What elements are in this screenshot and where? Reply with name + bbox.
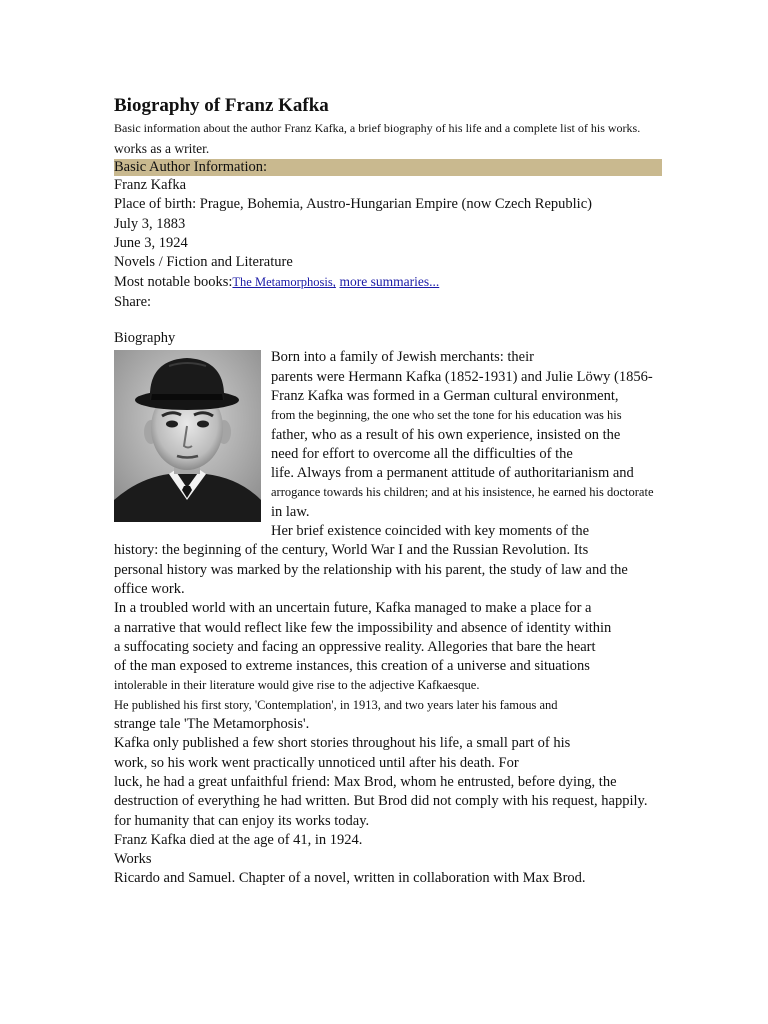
bio-line: in law. [271,503,310,520]
works-heading: Works [114,851,152,868]
bio-line: for humanity that can enjoy its works today. [114,812,370,829]
spacer [114,312,662,329]
bio-line: arrogance towards his children; and at his insistence, he earned his doctorate [271,485,654,500]
bio-line: a narrative that would reflect like few the impossibility and absence of identity within [114,619,612,636]
bio-line: a suffocating society and facing an oppressive reality. Allegories that bare the heart [114,638,596,655]
franz-kafka-portrait [114,350,261,522]
bio-line: In a troubled world with an uncertain future, Kafka managed to make a place for a [114,600,592,617]
basic-info-header: Basic Author Information: [114,159,662,176]
intro-text: Basic information about the author Franz Kafka, a brief biography of his life and a complete list of his works. [114,121,641,135]
bio-line: Born into a family of Jewish merchants: their [271,349,534,366]
biography-heading: Biography [114,330,176,347]
bio-line: personal history was marked by the relationship with his parent, the study of law and the [114,561,628,578]
bio-line: Kafka only published a few short stories throughout his life, a small part of his [114,735,571,752]
bio-line: Franz Kafka was formed in a German cultural environment, [271,387,619,404]
bio-line: Her brief existence coincided with key moments of the [271,523,590,540]
bio-line: He published his first story, 'Contemplation', in 1913, and two years later his famous and [114,697,558,712]
document-page [114,94,662,889]
notable-book-link[interactable] [232,275,335,289]
notable-book-prefix: The [232,275,255,290]
biography-section [114,348,662,888]
notable-books [114,272,662,292]
bio-line: father, who as a result of his own experience, insisted on the [271,426,621,443]
bio-line: Franz Kafka died at the age of 41, in 1924. [114,831,363,848]
bio-line: parents were Hermann Kafka (1852-1931) and Julie Löwy (1856- [271,368,653,385]
birth-date: July 3, 1883 [114,215,186,232]
death-date: June 3, 1924 [114,234,188,251]
bio-line: history: the beginning of the century, World War I and the Russian Revolution. Its [114,542,589,559]
place-of-birth: Place of birth: Prague, Bohemia, Austro-Hungarian Empire (now Czech Republic) [114,196,592,213]
notable-books-label: Most notable books: [114,274,233,291]
bio-line: destruction of everything he had written. But Brod did not comply with his request, happily. [114,793,648,810]
bio-line: intolerable in their literature would give rise to the adjective Kafkaesque. [114,678,480,693]
page-title: Biography of Franz Kafka [114,95,329,116]
notable-book-title: Metamorphosis, [254,275,336,290]
bio-line: luck, he had a great unfaithful friend: Max Brod, whom he entrusted, before dying, the [114,773,617,790]
bio-line: strange tale 'The Metamorphosis'. [114,716,310,733]
genres: Novels / Fiction and Literature [114,254,293,271]
share-label: Share: [114,293,152,310]
bio-line: of the man exposed to extreme instances, this creation of a universe and situations [114,658,590,675]
bio-line: need for effort to overcome all the difficulties of the [271,445,573,462]
bio-line: work, so his work went practically unnoticed until after his death. For [114,754,519,771]
author-name: Franz Kafka [114,177,187,193]
bio-line: life. Always from a permanent attitude of authoritarianism and [271,465,634,482]
intro-text-continued: works as a writer. [114,141,210,156]
bio-line: office work. [114,580,185,597]
works-item: Ricardo and Samuel. Chapter of a novel, written in collaboration with Max Brod. [114,870,586,887]
more-summaries-link[interactable]: more summaries... [339,274,440,290]
bio-line: from the beginning, the one who set the tone for his education was his [271,408,622,423]
